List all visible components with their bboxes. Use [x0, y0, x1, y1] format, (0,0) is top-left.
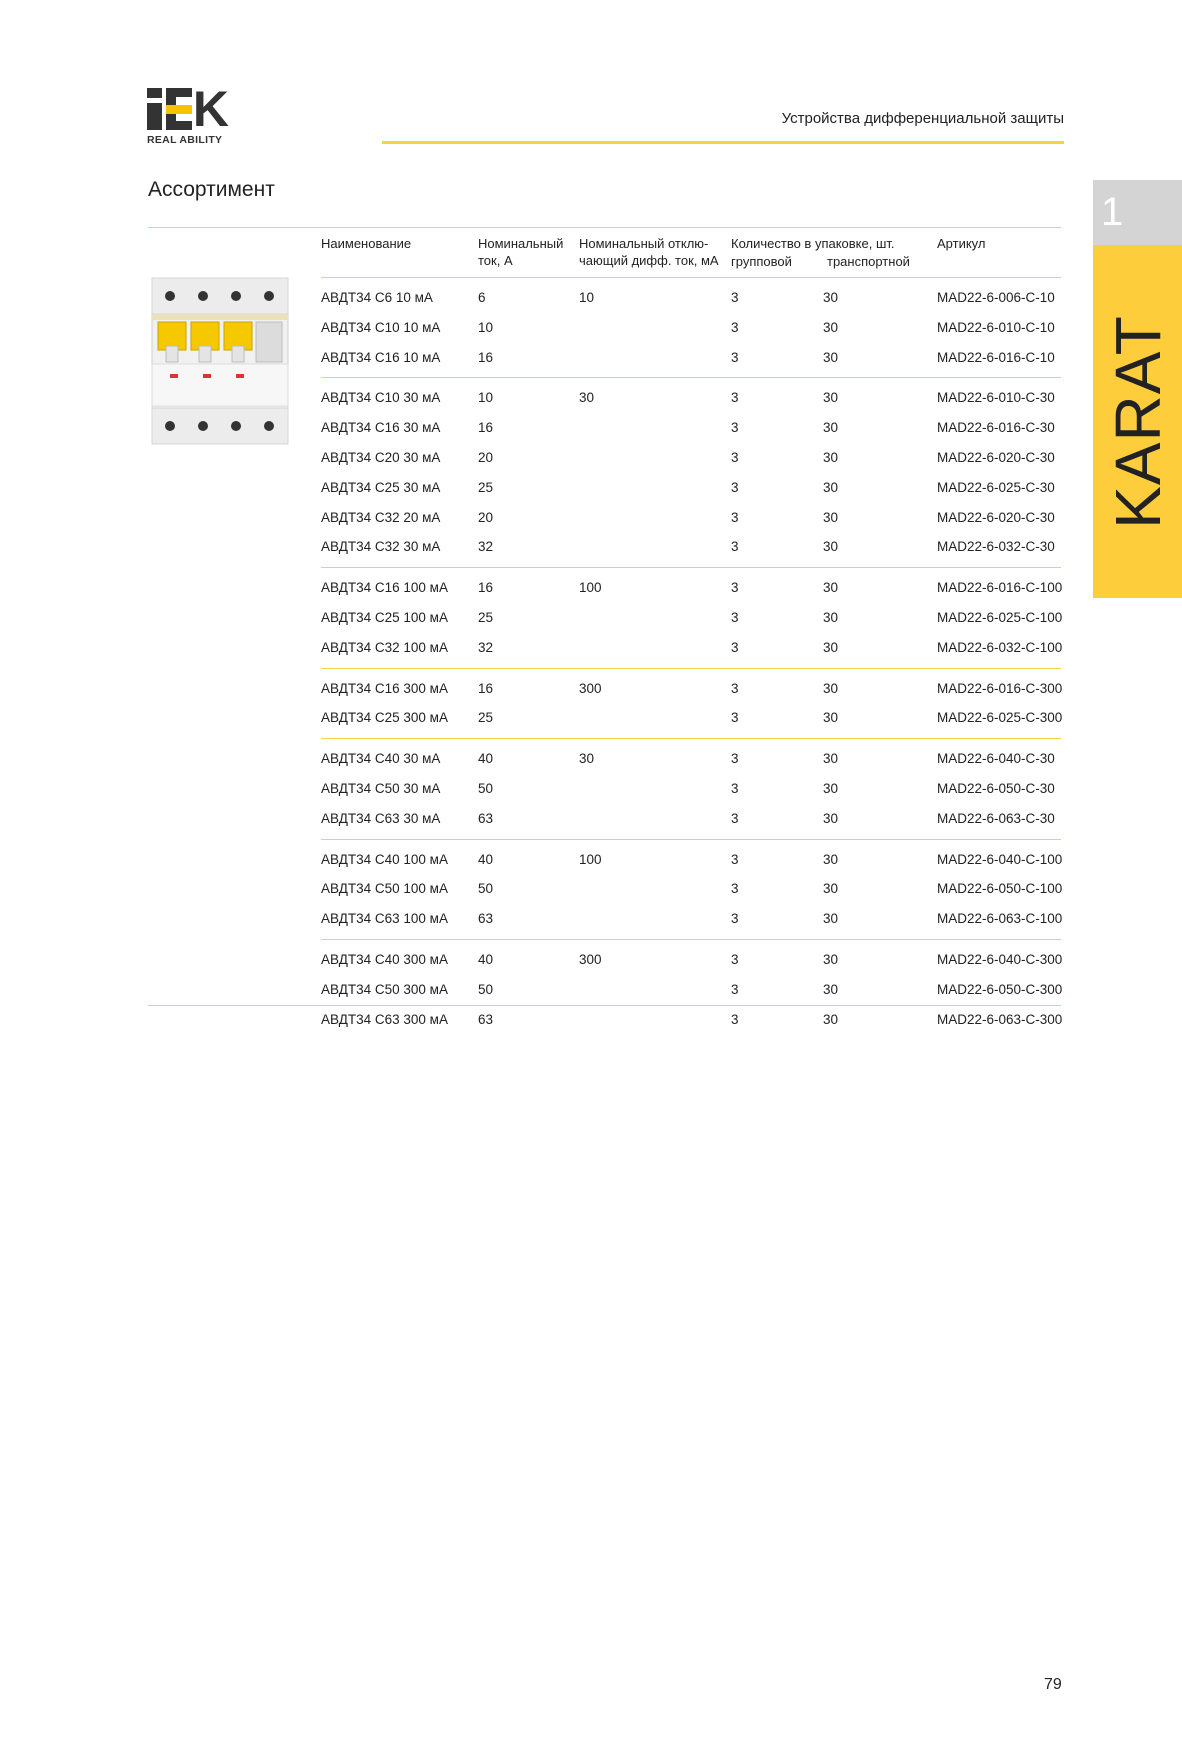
cell-pack-transport: 30 — [823, 580, 839, 596]
col-header-pack-transport: транспортной — [827, 254, 910, 269]
cell-current: 16 — [478, 349, 494, 365]
table-row — [321, 874, 1061, 904]
cell-article: MAD22-6-063-C-300 — [937, 1011, 1063, 1027]
cell-pack-group: 3 — [731, 639, 739, 655]
cell-article: MAD22-6-050-C-100 — [937, 881, 1063, 897]
cell-name: АВДТ34 С16 100 мА — [321, 580, 448, 596]
cell-name: АВДТ34 С32 100 мА — [321, 639, 448, 655]
cell-pack-group: 3 — [731, 751, 739, 767]
table-row-group — [321, 840, 1061, 940]
table-row — [321, 845, 1061, 875]
cell-pack-transport: 30 — [823, 751, 839, 767]
cell-pack-transport: 30 — [823, 851, 839, 867]
table-top-rule — [148, 227, 1061, 228]
logo-letter-i — [147, 88, 162, 130]
col-header-article: Артикул — [937, 236, 986, 251]
col-header-diff-2: чающий дифф. ток, мА — [579, 253, 719, 268]
table-row — [321, 744, 1061, 774]
cell-current: 63 — [478, 810, 494, 826]
cell-name: АВДТ34 С40 300 мА — [321, 951, 448, 967]
col-header-pack-group: групповой — [731, 254, 792, 269]
cell-diff-current: 300 — [579, 680, 602, 696]
cell-diff-current: 30 — [579, 390, 595, 406]
table-row — [321, 383, 1061, 413]
col-header-current-1: Номинальный — [478, 236, 564, 251]
col-header-diff-1: Номинальный отклю- — [579, 236, 709, 251]
table-row — [321, 804, 1061, 834]
cell-name: АВДТ34 С40 30 мА — [321, 751, 441, 767]
cell-pack-group: 3 — [731, 981, 739, 997]
cell-pack-group: 3 — [731, 881, 739, 897]
cell-article: MAD22-6-025-C-100 — [937, 609, 1063, 625]
cell-article: MAD22-6-032-C-100 — [937, 639, 1063, 655]
cell-pack-transport: 30 — [823, 390, 839, 406]
cell-name: АВДТ34 С16 10 мА — [321, 349, 441, 365]
col-header-current-2: ток, А — [478, 253, 513, 268]
cell-pack-transport: 30 — [823, 539, 839, 555]
table-row-group — [321, 568, 1061, 668]
logo-tagline: REAL ABILITY — [147, 134, 223, 146]
cell-article: MAD22-6-050-C-30 — [937, 780, 1055, 796]
table-row — [321, 904, 1061, 934]
cell-pack-transport: 30 — [823, 981, 839, 997]
cell-current: 63 — [478, 911, 494, 927]
cell-article: MAD22-6-016-C-300 — [937, 680, 1063, 696]
table-row — [321, 674, 1061, 704]
cell-pack-group: 3 — [731, 479, 739, 495]
cell-current: 32 — [478, 539, 494, 555]
side-tab-label-box — [1093, 245, 1182, 598]
cell-name: АВДТ34 С25 100 мА — [321, 609, 448, 625]
table-row — [321, 774, 1061, 804]
table-row — [321, 283, 1061, 313]
cell-article: MAD22-6-010-C-30 — [937, 390, 1055, 406]
cell-article: MAD22-6-040-C-30 — [937, 751, 1055, 767]
cell-name: АВДТ34 С20 30 мА — [321, 449, 441, 465]
cell-current: 25 — [478, 710, 494, 726]
cell-current: 40 — [478, 851, 494, 867]
cell-name: АВДТ34 С32 20 мА — [321, 509, 441, 525]
cell-article: MAD22-6-063-C-30 — [937, 810, 1055, 826]
cell-pack-transport: 30 — [823, 319, 839, 335]
cell-pack-group: 3 — [731, 539, 739, 555]
cell-pack-transport: 30 — [823, 349, 839, 365]
cell-pack-transport: 30 — [823, 780, 839, 796]
logo-mark — [147, 81, 227, 137]
cell-article: MAD22-6-063-C-100 — [937, 911, 1063, 927]
cell-current: 25 — [478, 609, 494, 625]
cell-article: MAD22-6-020-C-30 — [937, 509, 1055, 525]
cell-article: MAD22-6-016-C-30 — [937, 420, 1055, 436]
cell-pack-group: 3 — [731, 420, 739, 436]
cell-article: MAD22-6-016-C-100 — [937, 580, 1063, 596]
cell-current: 6 — [478, 290, 486, 305]
cell-article: MAD22-6-040-C-300 — [937, 951, 1063, 967]
product-image — [148, 276, 296, 446]
table-row — [321, 603, 1061, 633]
cell-current: 40 — [478, 751, 494, 767]
cell-pack-group: 3 — [731, 290, 739, 305]
cell-current: 40 — [478, 951, 494, 967]
cell-pack-group: 3 — [731, 911, 739, 927]
cell-pack-group: 3 — [731, 680, 739, 696]
cell-article: MAD22-6-050-C-300 — [937, 981, 1063, 997]
table-row — [321, 573, 1061, 603]
cell-pack-transport: 30 — [823, 479, 839, 495]
cell-name: АВДТ34 С63 30 мА — [321, 810, 441, 826]
table-row — [321, 945, 1061, 975]
cell-name: АВДТ34 С25 30 мА — [321, 479, 441, 495]
cell-article: MAD22-6-016-C-10 — [937, 349, 1055, 365]
cell-diff-current: 100 — [579, 851, 602, 867]
table-row — [321, 703, 1061, 733]
cell-current: 20 — [478, 509, 494, 525]
cell-diff-current: 300 — [579, 951, 602, 967]
cell-pack-group: 3 — [731, 710, 739, 726]
cell-current: 10 — [478, 390, 494, 406]
cell-pack-transport: 30 — [823, 420, 839, 436]
cell-current: 63 — [478, 1011, 494, 1027]
cell-current: 20 — [478, 449, 494, 465]
cell-name: АВДТ34 С40 100 мА — [321, 851, 448, 867]
cell-current: 16 — [478, 580, 494, 596]
cell-name: АВДТ34 С25 300 мА — [321, 710, 448, 726]
cell-pack-group: 3 — [731, 1011, 739, 1027]
table-row-group — [321, 940, 1061, 1039]
cell-article: MAD22-6-025-C-300 — [937, 710, 1063, 726]
col-header-name: Наименование — [321, 236, 412, 251]
cell-pack-transport: 30 — [823, 710, 839, 726]
table-row-group — [321, 739, 1061, 839]
cell-pack-transport: 30 — [823, 810, 839, 826]
cell-pack-transport: 30 — [823, 1011, 839, 1027]
cell-diff-current: 30 — [579, 751, 595, 767]
cell-pack-group: 3 — [731, 951, 739, 967]
cell-article: MAD22-6-010-C-10 — [937, 319, 1055, 335]
header-rule — [382, 141, 1064, 144]
page-number: 79 — [1044, 1676, 1062, 1693]
side-tab — [1093, 180, 1182, 598]
logo-letter-e — [166, 88, 191, 130]
cell-pack-group: 3 — [731, 609, 739, 625]
cell-pack-transport: 30 — [823, 881, 839, 897]
logo-letter-k: K — [192, 81, 227, 137]
iek-logo — [147, 81, 227, 146]
table-row — [321, 313, 1061, 343]
cell-name: АВДТ34 С50 30 мА — [321, 780, 441, 796]
cell-pack-transport: 30 — [823, 639, 839, 655]
cell-pack-transport: 30 — [823, 290, 839, 305]
header-title: Устройства дифференциальной защиты — [781, 110, 1064, 127]
product-table-body — [321, 278, 1061, 1039]
table-row — [321, 413, 1061, 443]
table-row — [321, 503, 1061, 533]
table-row-group — [321, 278, 1061, 378]
cell-pack-transport: 30 — [823, 509, 839, 525]
table-row — [321, 473, 1061, 503]
cell-name: АВДТ34 С63 300 мА — [321, 1011, 448, 1027]
cell-pack-group: 3 — [731, 580, 739, 596]
cell-pack-group: 3 — [731, 390, 739, 406]
cell-article: MAD22-6-025-C-30 — [937, 479, 1055, 495]
cell-name: АВДТ34 С63 100 мА — [321, 911, 448, 927]
cell-pack-group: 3 — [731, 349, 739, 365]
cell-name: АВДТ34 С16 300 мА — [321, 680, 448, 696]
side-tab-label: KARAT — [1101, 314, 1174, 529]
table-row — [321, 633, 1061, 663]
section-title: Ассортимент — [148, 178, 275, 201]
cell-pack-transport: 30 — [823, 951, 839, 967]
table-row — [321, 975, 1061, 1005]
cell-current: 50 — [478, 881, 494, 897]
cell-pack-group: 3 — [731, 810, 739, 826]
cell-current: 32 — [478, 639, 494, 655]
cell-pack-group: 3 — [731, 319, 739, 335]
table-bottom-rule — [148, 1005, 1061, 1006]
side-tab-number: 1 — [1093, 180, 1182, 245]
cell-article: MAD22-6-040-C-100 — [937, 851, 1063, 867]
cell-pack-group: 3 — [731, 449, 739, 465]
table-row-group — [321, 669, 1061, 740]
col-header-pack: Количество в упаковке, шт. — [731, 236, 895, 251]
cell-current: 50 — [478, 780, 494, 796]
cell-name: АВДТ34 С16 30 мА — [321, 420, 441, 436]
cell-current: 16 — [478, 680, 494, 696]
cell-pack-transport: 30 — [823, 609, 839, 625]
cell-current: 50 — [478, 981, 494, 997]
cell-current: 16 — [478, 420, 494, 436]
cell-name: АВДТ34 С50 300 мА — [321, 981, 448, 997]
cell-name: АВДТ34 С6 10 мА — [321, 290, 433, 305]
cell-name: АВДТ34 С10 30 мА — [321, 390, 441, 406]
table-row — [321, 1005, 1061, 1035]
cell-article: MAD22-6-006-C-10 — [937, 290, 1055, 305]
table-row — [321, 443, 1061, 473]
cell-current: 25 — [478, 479, 494, 495]
cell-pack-group: 3 — [731, 851, 739, 867]
table-row — [321, 343, 1061, 373]
cell-pack-transport: 30 — [823, 449, 839, 465]
cell-name: АВДТ34 С32 30 мА — [321, 539, 441, 555]
table-row — [321, 532, 1061, 562]
table-row-group — [321, 378, 1061, 568]
cell-diff-current: 10 — [579, 290, 595, 305]
cell-diff-current: 100 — [579, 580, 602, 596]
cell-current: 10 — [478, 319, 494, 335]
cell-name: АВДТ34 С10 10 мА — [321, 319, 441, 335]
cell-pack-group: 3 — [731, 509, 739, 525]
cell-pack-group: 3 — [731, 780, 739, 796]
cell-article: MAD22-6-032-C-30 — [937, 539, 1055, 555]
cell-pack-transport: 30 — [823, 911, 839, 927]
cell-pack-transport: 30 — [823, 680, 839, 696]
cell-name: АВДТ34 С50 100 мА — [321, 881, 448, 897]
cell-article: MAD22-6-020-C-30 — [937, 449, 1055, 465]
